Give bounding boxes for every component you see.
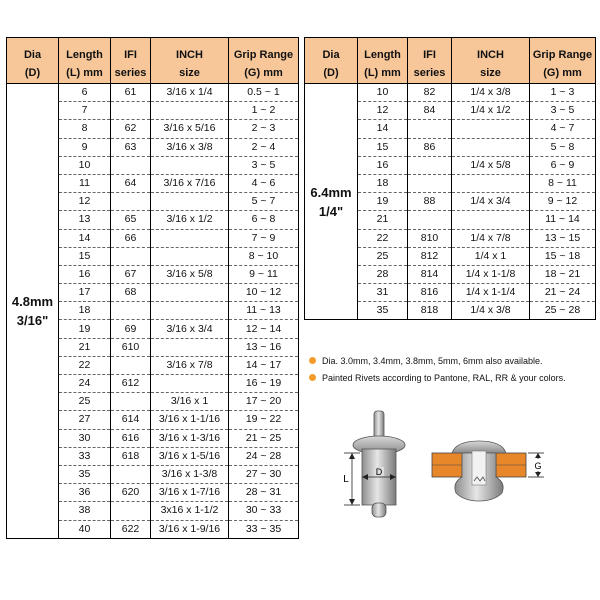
ifi-cell: 67 [111,265,151,283]
inch-cell: 1/4 x 3/4 [452,193,530,211]
ifi-cell: 88 [408,193,452,211]
grip-unit: (G) mm [229,62,299,84]
inch-header: INCH [151,38,229,63]
ifi-cell: 69 [111,320,151,338]
arrow-up-icon [349,453,355,459]
ifi-cell: 818 [408,302,452,320]
ifi-cell: 61 [111,84,151,102]
length-cell: 10 [358,84,408,102]
length-cell: 15 [59,247,111,265]
grip-cell: 9 ~ 11 [229,265,299,283]
note-text: Dia. 3.0mm, 3.4mm, 3.8mm, 5mm, 6mm also available. [322,355,543,366]
length-cell: 8 [59,120,111,138]
ifi-cell: 816 [408,284,452,302]
inch-cell: 3/16 x 5/16 [151,120,229,138]
ifi-cell: 65 [111,211,151,229]
inch-cell: 3/16 x 1-7/16 [151,484,229,502]
dia-unit: (D) [305,62,358,84]
length-cell: 11 [59,174,111,192]
length-cell: 15 [358,138,408,156]
inch-unit: size [452,62,530,84]
length-cell: 14 [59,229,111,247]
ifi-header: IFI [408,38,452,63]
right-table-body [305,84,596,320]
length-cell: 22 [59,356,111,374]
length-cell: 19 [59,320,111,338]
grip-cell: 24 ~ 28 [229,447,299,465]
length-cell: 12 [358,102,408,120]
ifi-cell [111,156,151,174]
length-cell: 33 [59,447,111,465]
inch-cell [151,375,229,393]
dia-mm: 6.4mm [310,184,352,200]
grip-label: G [534,461,542,471]
length-label: L [343,474,349,485]
grip-cell: 5 ~ 8 [530,138,596,156]
grip-cell: 12 ~ 14 [229,320,299,338]
inch-cell: 3/16 x 1/4 [151,84,229,102]
ifi-cell: 814 [408,265,452,283]
length-cell: 22 [358,229,408,247]
grip-cell: 8 ~ 10 [229,247,299,265]
length-cell: 6 [59,84,111,102]
dia-mm: 4.8mm [11,293,54,309]
inch-cell [151,229,229,247]
grip-header: Grip Range [229,38,299,63]
note-item [309,369,599,386]
length-cell: 24 [59,375,111,393]
grip-cell: 19 ~ 22 [229,411,299,429]
ifi-unit: series [408,62,452,84]
length-cell: 9 [59,138,111,156]
length-cell: 35 [358,302,408,320]
ifi-cell [111,393,151,411]
grip-cell: 11 ~ 14 [530,211,596,229]
length-cell: 10 [59,156,111,174]
ifi-cell: 622 [111,520,151,538]
length-cell: 36 [59,484,111,502]
arrow-up-icon [535,453,541,458]
length-cell: 18 [358,174,408,192]
inch-cell: 3/16 x 7/16 [151,174,229,192]
ifi-cell [111,465,151,483]
ifi-cell: 616 [111,429,151,447]
inch-cell: 1/4 x 3/8 [452,84,530,102]
ifi-cell: 614 [111,411,151,429]
inch-cell: 1/4 x 1 [452,247,530,265]
grip-cell: 4 ~ 7 [530,120,596,138]
length-cell: 25 [59,393,111,411]
inch-cell: 3/16 x 5/8 [151,265,229,283]
ifi-cell: 66 [111,229,151,247]
ifi-cell [408,120,452,138]
grip-cell: 21 ~ 24 [530,284,596,302]
inch-unit: size [151,62,229,84]
inch-cell [452,120,530,138]
inch-cell: 3x16 x 1-1/2 [151,502,229,520]
inch-cell: 1/4 x 1-1/8 [452,265,530,283]
grip-cell: 21 ~ 25 [229,429,299,447]
ifi-cell [111,502,151,520]
grip-cell: 16 ~ 19 [229,375,299,393]
grip-cell: 6 ~ 8 [229,211,299,229]
grip-cell: 13 ~ 16 [229,338,299,356]
inch-cell [151,193,229,211]
grip-cell: 8 ~ 11 [530,174,596,192]
length-cell: 19 [358,193,408,211]
length-cell: 38 [59,502,111,520]
ifi-cell [408,156,452,174]
inch-cell: 1/4 x 3/8 [452,302,530,320]
inch-cell: 3/16 x 1-1/16 [151,411,229,429]
rivet-side-view [341,411,405,517]
length-cell: 31 [358,284,408,302]
inch-cell: 1/4 x 1-1/4 [452,284,530,302]
grip-cell: 17 ~ 20 [229,393,299,411]
grip-cell: 5 ~ 7 [229,193,299,211]
grip-cell: 0.5 ~ 1 [229,84,299,102]
length-cell: 18 [59,302,111,320]
arrow-down-icon [535,472,541,477]
ifi-cell [111,302,151,320]
length-unit: (L) mm [59,62,111,84]
arrow-down-icon [349,499,355,505]
dia-inch: 1/4" [318,203,344,219]
ifi-cell [408,211,452,229]
dia-cell [305,84,358,320]
grip-header: Grip Range [530,38,596,63]
inch-cell: 3/16 x 3/4 [151,320,229,338]
grip-cell: 14 ~ 17 [229,356,299,374]
inch-cell: 1/4 x 1/2 [452,102,530,120]
note-text: Painted Rivets according to Pantone, RAL, RR & your colors. [322,372,566,383]
mandrel-tail-icon [372,503,386,517]
dia-unit: (D) [7,62,59,84]
grip-cell: 28 ~ 31 [229,484,299,502]
inch-header: INCH [452,38,530,63]
right-spec-table [304,37,596,320]
ifi-cell: 68 [111,284,151,302]
length-cell: 27 [59,411,111,429]
inch-cell: 3/16 x 1 [151,393,229,411]
length-unit: (L) mm [358,62,408,84]
ifi-cell [111,247,151,265]
ifi-cell [111,356,151,374]
length-header: Length [358,38,408,63]
length-cell: 28 [358,265,408,283]
dia-label: D [375,467,383,477]
left-table-body [7,84,299,539]
grip-cell: 13 ~ 15 [530,229,596,247]
grip-cell: 18 ~ 21 [530,265,596,283]
grip-cell: 1 ~ 3 [530,84,596,102]
length-cell: 30 [59,429,111,447]
length-cell: 17 [59,284,111,302]
length-cell: 21 [358,211,408,229]
dia-header: Dia [7,38,59,63]
rivet-diagram [316,405,600,535]
length-cell: 16 [358,156,408,174]
ifi-unit: series [111,62,151,84]
ifi-cell: 610 [111,338,151,356]
ifi-cell: 64 [111,174,151,192]
bullet-icon [309,374,316,381]
grip-cell: 33 ~ 35 [229,520,299,538]
length-cell: 7 [59,102,111,120]
inch-cell [452,211,530,229]
length-cell: 13 [59,211,111,229]
grip-cell: 7 ~ 9 [229,229,299,247]
ifi-cell: 612 [111,375,151,393]
ifi-cell: 82 [408,84,452,102]
ifi-cell: 812 [408,247,452,265]
grip-cell: 10 ~ 12 [229,284,299,302]
length-cell: 40 [59,520,111,538]
inch-cell: 3/16 x 1/2 [151,211,229,229]
notes [309,352,599,386]
table-row [305,84,596,102]
grip-cell: 30 ~ 33 [229,502,299,520]
grip-cell: 6 ~ 9 [530,156,596,174]
length-header: Length [59,38,111,63]
dia-header: Dia [305,38,358,63]
length-cell: 21 [59,338,111,356]
ifi-cell: 62 [111,120,151,138]
grip-cell: 9 ~ 12 [530,193,596,211]
grip-cell: 3 ~ 5 [530,102,596,120]
inch-cell [452,174,530,192]
inch-cell: 3/16 x 1-3/16 [151,429,229,447]
grip-cell: 15 ~ 18 [530,247,596,265]
grip-cell: 1 ~ 2 [229,102,299,120]
length-cell: 14 [358,120,408,138]
ifi-cell [111,193,151,211]
grip-cell: 2 ~ 4 [229,138,299,156]
inch-cell: 3/16 x 7/8 [151,356,229,374]
inch-cell: 3/16 x 1-3/8 [151,465,229,483]
grip-cell: 27 ~ 30 [229,465,299,483]
bullet-icon [309,357,316,364]
length-cell: 16 [59,265,111,283]
inch-cell: 3/16 x 1-5/16 [151,447,229,465]
grip-cell: 3 ~ 5 [229,156,299,174]
table-row [7,84,299,102]
dia-cell [7,84,59,539]
inch-cell [151,302,229,320]
ifi-cell: 810 [408,229,452,247]
ifi-cell: 63 [111,138,151,156]
left-spec-table [6,37,299,539]
inch-cell [151,247,229,265]
inch-cell [151,284,229,302]
inch-cell: 3/16 x 1-9/16 [151,520,229,538]
inch-cell [151,102,229,120]
length-cell: 35 [59,465,111,483]
ifi-cell [408,174,452,192]
note-item [309,352,599,369]
grip-cell: 4 ~ 6 [229,174,299,192]
rivet-diagram-svg [316,405,600,535]
ifi-cell: 86 [408,138,452,156]
inch-cell [452,138,530,156]
inch-cell [151,338,229,356]
grip-cell: 2 ~ 3 [229,120,299,138]
length-cell: 12 [59,193,111,211]
inch-cell: 1/4 x 5/8 [452,156,530,174]
dia-inch: 3/16" [16,312,49,328]
ifi-cell: 620 [111,484,151,502]
ifi-cell [111,102,151,120]
inch-cell: 3/16 x 3/8 [151,138,229,156]
rivet-installed-view [432,441,544,501]
ifi-header: IFI [111,38,151,63]
grip-cell: 11 ~ 13 [229,302,299,320]
ifi-cell: 618 [111,447,151,465]
inch-cell: 1/4 x 7/8 [452,229,530,247]
grip-unit: (G) mm [530,62,596,84]
length-cell: 25 [358,247,408,265]
ifi-cell: 84 [408,102,452,120]
inch-cell [151,156,229,174]
grip-cell: 25 ~ 28 [530,302,596,320]
